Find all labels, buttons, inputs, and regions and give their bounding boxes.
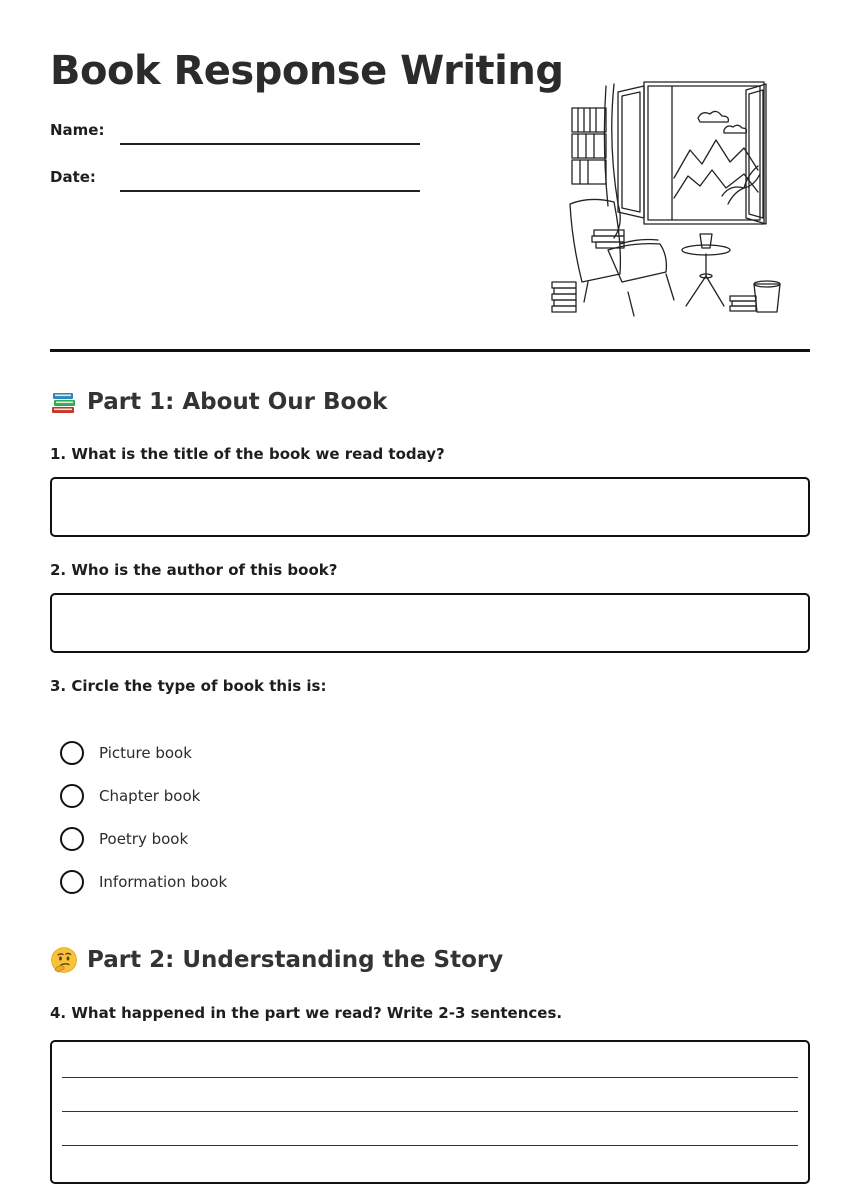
option-picture-book[interactable] xyxy=(60,741,192,765)
books-icon xyxy=(50,388,78,416)
option-label: Picture book xyxy=(99,744,192,762)
writing-line xyxy=(62,1111,798,1112)
writing-line xyxy=(62,1077,798,1078)
reading-nook-illustration xyxy=(548,78,784,320)
option-label: Information book xyxy=(99,873,228,891)
name-field[interactable] xyxy=(120,143,420,145)
part1-title: Part 1: About Our Book xyxy=(87,389,388,415)
part1-heading xyxy=(50,388,387,416)
story-summary-answer-box[interactable] xyxy=(50,1040,810,1184)
writing-line xyxy=(62,1145,798,1146)
date-field[interactable] xyxy=(120,190,420,192)
radio-circle[interactable] xyxy=(60,827,84,851)
radio-circle[interactable] xyxy=(60,741,84,765)
author-answer-box[interactable] xyxy=(50,593,810,653)
date-label: Date: xyxy=(50,168,96,186)
question-2: 2. Who is the author of this book? xyxy=(50,561,338,579)
option-label: Poetry book xyxy=(99,830,189,848)
page-title: Book Response Writing xyxy=(50,48,564,94)
name-label: Name: xyxy=(50,121,105,139)
book-title-answer-box[interactable] xyxy=(50,477,810,537)
option-information-book[interactable] xyxy=(60,870,227,894)
option-chapter-book[interactable] xyxy=(60,784,200,808)
header-divider xyxy=(50,349,810,352)
part2-title: Part 2: Understanding the Story xyxy=(87,947,504,973)
radio-circle[interactable] xyxy=(60,784,84,808)
question-4: 4. What happened in the part we read? Write 2-3 sentences. xyxy=(50,1004,563,1022)
radio-circle[interactable] xyxy=(60,870,84,894)
thinking-face-icon xyxy=(50,946,78,974)
question-1: 1. What is the title of the book we read today? xyxy=(50,445,445,463)
option-poetry-book[interactable] xyxy=(60,827,188,851)
question-3: 3. Circle the type of book this is: xyxy=(50,677,327,695)
part2-heading xyxy=(50,946,503,974)
option-label: Chapter book xyxy=(99,787,201,805)
